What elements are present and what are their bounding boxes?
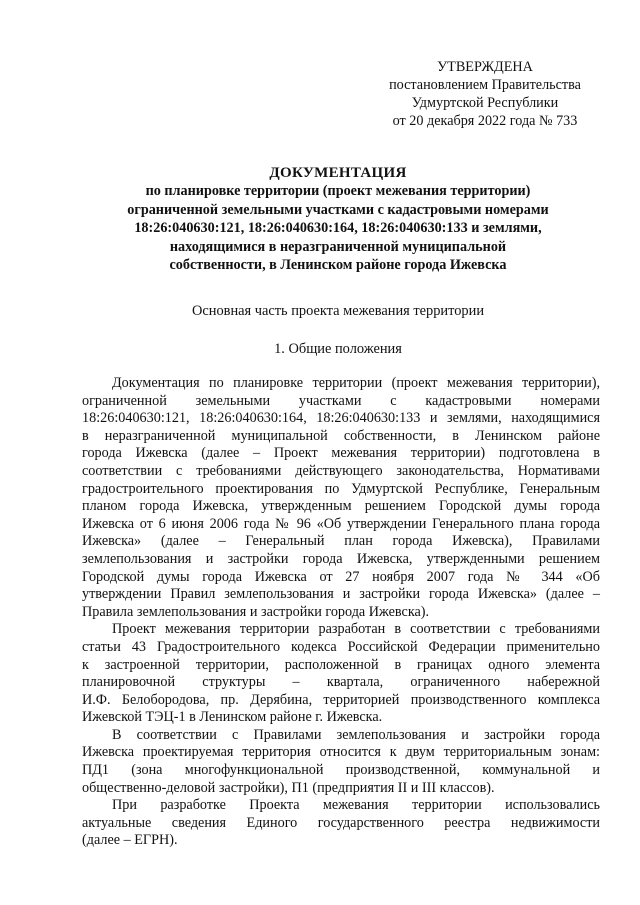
approval-line: от 20 декабря 2022 года № 733 xyxy=(392,113,578,129)
paragraph-line: Городской думы города Ижевска от 27 ноября 2007 года № 344 «Об xyxy=(82,568,600,585)
document-title xyxy=(70,164,606,274)
document-title-line: по планировке территории (проект межевания территории) xyxy=(145,183,531,200)
paragraph xyxy=(82,375,600,621)
paragraph-line: Ижевской ТЭЦ-1 в Ленинском районе г. Ижевска. xyxy=(82,709,383,726)
paragraph-line: актуальные сведения Единого государственного реестра недвижимости xyxy=(82,814,600,831)
section-title: Основная часть проекта межевания территории xyxy=(191,303,485,319)
approval-line: Удмуртской Республики xyxy=(411,95,559,111)
paragraph-line: общественно-деловой застройки), П1 (предприятия II и III классов). xyxy=(82,779,495,796)
paragraph-line: Ижевска проектируемая территория относится к двум территориальным зонам: xyxy=(82,744,600,761)
paragraph xyxy=(82,621,600,727)
document-title-line: находящимися в неразграниченной муниципальной xyxy=(169,238,507,255)
paragraph-line: Ижевска от 6 июня 2006 года № 96 «Об утверждении Генерального плана города xyxy=(82,515,600,532)
paragraph-line: При разработке Проекта межевания территории использовались xyxy=(112,797,600,814)
paragraph-line: В соответствии с Правилами землепользования и застройки города xyxy=(112,726,600,743)
body-text xyxy=(82,375,600,850)
paragraph-line: ПД1 (зона многофункциональной производственной, коммунальной и xyxy=(82,762,600,779)
paragraph-line: 18:26:040630:121, 18:26:040630:164, 18:26:040630:133 и землями, находящимися xyxy=(82,410,600,427)
document-title-line: собственности, в Ленинском районе города Ижевска xyxy=(169,257,507,274)
document-title-main: ДОКУМЕНТАЦИЯ xyxy=(269,165,407,181)
subsection-title: 1. Общие положения xyxy=(274,341,402,357)
paragraph-line: И.Ф. Белобородова, пр. Дерябина, территорией производственного комплекса xyxy=(82,691,600,708)
document-title-line: ограниченной земельными участками с кадастровыми номерами xyxy=(127,201,549,218)
paragraph xyxy=(82,727,600,797)
document-title-line: 18:26:040630:121, 18:26:040630:164, 18:26:040630:133 и землями, xyxy=(134,220,542,237)
paragraph-line: ограниченной земельными участками с кадастровыми номерами xyxy=(82,392,600,409)
paragraph-line: города Ижевска (далее – Проект межевания территории) подготовлена в xyxy=(82,445,600,462)
paragraph-line: планом города Ижевска, утвержденным решением Городской думы города xyxy=(82,498,600,515)
approval-line: постановлением Правительства xyxy=(389,77,581,93)
paragraph-line: к застроенной территории, расположенной в границах одного элемента xyxy=(82,656,600,673)
approval-stamp xyxy=(360,58,610,130)
paragraph-line: соответствии с требованиями действующего законодательства, Нормативами xyxy=(82,462,600,479)
paragraph-line: планировочной структуры – квартала, ограниченного набережной xyxy=(82,674,600,691)
paragraph-line: Проект межевания территории разработан в соответствии с требованиями xyxy=(112,621,600,638)
paragraph-line: утверждении Правил землепользования и застройки города Ижевска» (далее – xyxy=(82,586,600,603)
paragraph-line: в неразграниченной муниципальной собственности, в Ленинском районе xyxy=(82,427,600,444)
paragraph-line: статьи 43 Градостроительного кодекса Российской Федерации применительно xyxy=(82,638,600,655)
paragraph-line: Документация по планировке территории (проект межевания территории), xyxy=(112,375,600,391)
paragraph-line: Правила землепользования и застройки города Ижевска). xyxy=(82,603,430,620)
paragraph-line: Ижевска» (далее – Генеральный план города Ижевска), Правилами xyxy=(82,533,600,550)
paragraph-line: (далее – ЕГРН). xyxy=(82,832,178,849)
paragraph xyxy=(82,797,600,850)
approval-line: УТВЕРЖДЕНА xyxy=(437,59,533,75)
paragraph-line: землепользования и застройки города Ижевска, утвержденными решением xyxy=(82,550,600,567)
paragraph-line: градостроительного проектирования по Удмуртской Республике, Генеральным xyxy=(82,480,600,497)
